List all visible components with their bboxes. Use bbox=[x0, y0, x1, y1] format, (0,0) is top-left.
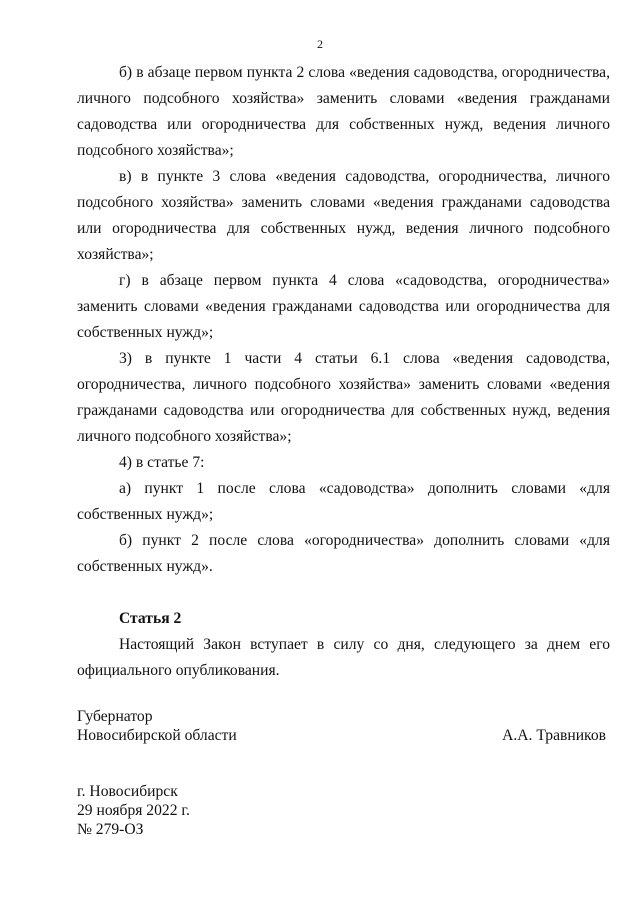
page-number: 2 bbox=[317, 37, 323, 51]
paragraph-4b: б) пункт 2 после слова «огородничества» дополнить словами «для собственных нужд». bbox=[77, 532, 610, 575]
paragraph-g: г) в абзаце первом пункта 4 слова «садоводства, огородничества» заменить словами «ведения гражданами садоводства или огородничества для собственных нужд»; bbox=[77, 272, 610, 341]
paragraph-4: 4) в статье 7: bbox=[119, 454, 205, 471]
paragraph-v: в) в пункте 3 слова «ведения садоводства, огородничества, личного подсобного хозяйства» заменить словами «ведения гражданами садоводства или огородничества для собственных нужд, ведения личного подсобного хозяйства»; bbox=[77, 168, 610, 263]
footer-city: г. Новосибирск bbox=[77, 783, 178, 800]
paragraph-b: б) в абзаце первом пункта 2 слова «ведения садоводства, огородничества, личного подсобного хозяйства» заменить словами «ведения гражданами садоводства или огородничества для собственных нужд, ведения личного подсобного хозяйства»; bbox=[77, 64, 610, 159]
footer-date: 29 ноября 2022 г. bbox=[77, 802, 190, 819]
signatory-name: А.А. Травников bbox=[502, 727, 606, 744]
footer-number: № 279-ОЗ bbox=[77, 821, 144, 838]
paragraph-3: 3) в пункте 1 части 4 статьи 6.1 слова «ведения садоводства, огородничества, личного подсобного хозяйства» заменить словами «ведения гражданами садоводства или огородничества для собственных нужд, ведения личного подсобного хозяйства»; bbox=[77, 350, 610, 445]
document-footer bbox=[77, 782, 190, 839]
signature-block bbox=[77, 707, 610, 745]
signatory-title-line1: Губернатор bbox=[77, 708, 153, 725]
paragraph-4a: а) пункт 1 после слова «садоводства» дополнить словами «для собственных нужд»; bbox=[77, 480, 610, 523]
signature-row bbox=[77, 726, 610, 745]
article-heading: Статья 2 bbox=[119, 610, 182, 627]
signatory-title-line2: Новосибирской области bbox=[77, 727, 237, 744]
document-body bbox=[77, 60, 610, 684]
article-text: Настоящий Закон вступает в силу со дня, следующего за днем его официального опубликования. bbox=[77, 636, 610, 679]
